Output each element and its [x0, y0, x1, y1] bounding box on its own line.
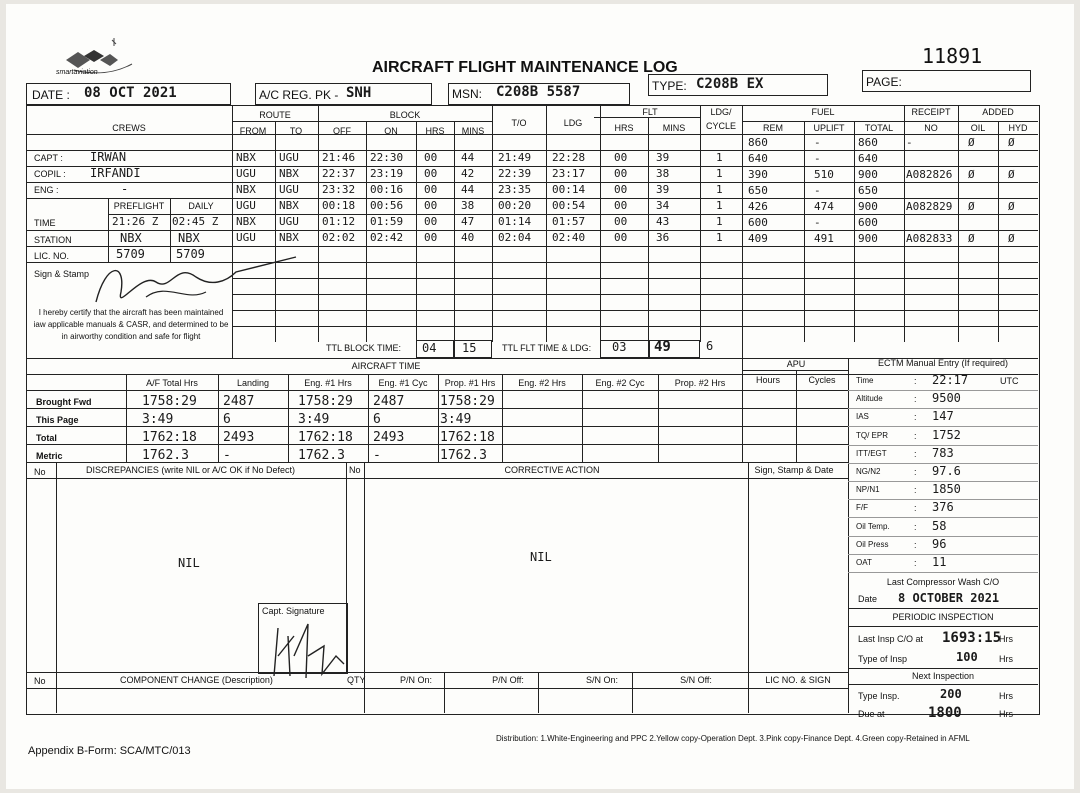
fuel-cell-total: 860: [858, 136, 878, 149]
fuel-cell-uplift: 510: [814, 168, 834, 181]
flight-cell-ldg: 22:28: [552, 151, 586, 164]
flight-cell-on: 00:56: [370, 199, 404, 212]
ectm-title: ECTM Manual Entry (If required): [877, 358, 1009, 368]
flight-cell-hrs: 00: [424, 151, 438, 164]
reg-value: SNH: [346, 85, 372, 101]
corrective-action-value: NIL: [530, 550, 552, 564]
flight-cell-to: NBX: [279, 199, 299, 212]
copil-value: IRFANDI: [90, 166, 141, 180]
flight-cell-flt_hrs: 00: [614, 231, 628, 244]
fuel-cell-receipt: A082829: [906, 200, 953, 213]
aircraft-time-col-header: Eng. #2 Cyc: [595, 378, 645, 388]
header-receipt-no: NO: [924, 123, 938, 133]
date-value: 08 OCT 2021: [84, 85, 177, 101]
flight-cell-flt_mins: 34: [656, 199, 670, 212]
header-off: OFF: [333, 126, 351, 136]
ectm-label: NP/N1: [856, 485, 880, 495]
time-label: TIME: [34, 218, 56, 228]
flight-cell-flt_mins: 39: [656, 183, 670, 196]
ectm-value: 376: [932, 500, 954, 515]
flight-cell-t_o: 21:49: [498, 151, 532, 164]
fuel-cell-rem: 650: [748, 184, 768, 197]
aircraft-time-col-header: A/F Total Hrs: [146, 378, 198, 388]
aircraft-time-title: AIRCRAFT TIME: [351, 361, 421, 371]
ectm-value: 22:17: [932, 373, 969, 387]
fuel-cell-receipt: A082826: [906, 168, 953, 181]
ectm-value: 11: [932, 555, 947, 569]
aircraft-time-col-header: Prop. #1 Hrs: [444, 378, 496, 388]
reg-label: A/C REG. PK -: [259, 88, 339, 102]
aircraft-time-cell: 6: [223, 412, 231, 427]
ttl-ldg: 6: [706, 339, 714, 353]
ttl-flt-label: TTL FLT TIME & LDG:: [502, 343, 592, 353]
ttl-flt-hrs: 03: [612, 340, 627, 354]
flight-cell-cycle: 1: [716, 151, 723, 164]
fuel-cell-rem: 860: [748, 136, 768, 149]
flight-cell-from: UGU: [236, 231, 256, 244]
flight-cell-to: UGU: [279, 151, 299, 164]
ectm-label: IAS: [856, 412, 869, 422]
time-daily: 02:45 Z: [172, 215, 219, 228]
flight-cell-ldg: 00:54: [552, 199, 586, 212]
fuel-cell-oil: Ø: [968, 136, 975, 149]
copil-label: COPIL :: [34, 169, 66, 179]
flight-cell-mins: 40: [461, 231, 475, 244]
next-type-value: 200: [940, 687, 962, 701]
flight-cell-flt_mins: 43: [656, 215, 670, 228]
aircraft-time-row-label: Metric: [36, 451, 63, 461]
fuel-cell-rem: 640: [748, 152, 768, 165]
fuel-cell-hyd: Ø: [1008, 168, 1015, 181]
flight-cell-hrs: 00: [424, 167, 438, 180]
ectm-colon: :: [914, 430, 917, 441]
station-label: STATION: [34, 235, 72, 245]
header-ldg-cycle: LDG/: [710, 107, 732, 117]
flight-cell-from: UGU: [236, 199, 256, 212]
header-block: BLOCK: [389, 110, 421, 120]
header-hrs: HRS: [425, 126, 445, 136]
aircraft-time-cell: 1762:18: [440, 430, 495, 445]
ectm-label: Oil Temp.: [856, 521, 890, 531]
header-uplift: UPLIFT: [813, 123, 845, 133]
flight-cell-t_o: 22:39: [498, 167, 532, 180]
header-flt: FLT: [642, 107, 658, 117]
aircraft-time-cell: 1762.3: [142, 448, 189, 463]
fuel-cell-total: 900: [858, 232, 878, 245]
header-takeoff: T/O: [511, 118, 527, 128]
lic-preflight: 5709: [116, 247, 145, 261]
aircraft-time-cell: 3:49: [440, 412, 472, 427]
flight-cell-from: NBX: [236, 151, 256, 164]
fuel-cell-uplift: -: [814, 184, 821, 197]
due-at-label: Due at: [858, 709, 885, 719]
aircraft-time-cell: 1762.3: [298, 448, 345, 463]
msn-value: C208B 5587: [496, 84, 581, 100]
header-route: ROUTE: [259, 110, 291, 120]
capt-signature-icon: [264, 616, 354, 691]
type-insp-unit: Hrs: [999, 654, 1013, 664]
aircraft-time-col-header: Eng. #1 Cyc: [378, 378, 428, 388]
aircraft-time-col-header: Prop. #2 Hrs: [674, 378, 726, 388]
aircraft-time-row-label: Total: [36, 433, 57, 443]
aircraft-time-cell: 2487: [373, 394, 405, 409]
ectm-value: 9500: [932, 391, 961, 406]
aircraft-time-cell: 1762.3: [440, 448, 487, 463]
logo-text: smartaviation: [56, 69, 98, 76]
aircraft-time-cell: 1758:29: [440, 394, 495, 409]
flight-cell-on: 23:19: [370, 167, 404, 180]
flight-cell-ldg: 02:40: [552, 231, 586, 244]
corrective-action-title: CORRECTIVE ACTION: [504, 465, 600, 475]
ectm-colon: :: [914, 394, 917, 405]
header-flt-mins: MINS: [662, 123, 686, 133]
flight-cell-flt_mins: 38: [656, 167, 670, 180]
due-at-unit: Hrs: [999, 709, 1013, 719]
type-insp-value: 100: [956, 650, 978, 664]
compressor-date-label: Date: [858, 594, 878, 604]
log-sheet: [6, 4, 1074, 789]
type-insp-label: Type of Insp: [858, 654, 908, 664]
ectm-label: Altitude: [856, 394, 883, 404]
flight-cell-off: 00:18: [322, 199, 356, 212]
flight-cell-to: UGU: [279, 183, 299, 196]
distribution-note: Distribution: 1.White-Engineering and PPC 2.Yellow copy-Operation Dept. 3.Pink copy-Finance Dept. 4.Green copy-Retained in AFML: [496, 734, 970, 743]
sn-on-label: S/N On:: [585, 675, 619, 685]
aircraft-time-cell: 1762:18: [298, 430, 353, 445]
last-insp-unit: Hrs: [999, 634, 1013, 644]
msn-label: MSN:: [452, 87, 482, 101]
aircraft-time-row-label: Brought Fwd: [36, 397, 92, 407]
header-ldg: LDG: [563, 118, 583, 128]
ectm-value: 58: [932, 518, 947, 533]
header-hyd: HYD: [1008, 123, 1028, 133]
flight-cell-t_o: 01:14: [498, 215, 532, 228]
ectm-colon: :: [914, 412, 917, 423]
ectm-colon: :: [914, 376, 917, 386]
certify-text: I hereby certify that the aircraft has been maintained iaw applicable manuals & CASR, and determined to be in airworthy condition and safe for flight: [33, 308, 229, 341]
flight-cell-from: NBX: [236, 215, 256, 228]
ectm-colon: :: [914, 448, 917, 459]
flight-cell-to: NBX: [279, 167, 299, 180]
fuel-cell-uplift: 491: [814, 232, 834, 245]
flight-cell-from: UGU: [236, 167, 256, 180]
header-added: ADDED: [982, 107, 1014, 117]
discrepancies-title: DISCREPANCIES (write NIL or A/C OK if No Defect): [86, 465, 296, 475]
aircraft-time-cell: 6: [373, 412, 381, 427]
header-total: TOTAL: [864, 123, 894, 133]
component-change-title: COMPONENT CHANGE (Description): [120, 675, 273, 685]
date-label: DATE :: [32, 88, 70, 102]
ectm-value: 96: [932, 536, 947, 551]
sn-off-label: S/N Off:: [680, 675, 712, 685]
type-value: C208B EX: [696, 76, 764, 92]
discrepancy-value: NIL: [178, 556, 200, 570]
fuel-cell-uplift: -: [814, 136, 821, 149]
flight-cell-ldg: 01:57: [552, 215, 586, 228]
flight-cell-off: 21:46: [322, 151, 356, 164]
ectm-colon: :: [914, 539, 917, 550]
flight-cell-cycle: 1: [716, 215, 723, 228]
last-insp-label: Last Insp C/O at: [858, 634, 924, 644]
ectm-unit: UTC: [1000, 376, 1019, 386]
ttl-block-hrs: 04: [422, 341, 437, 355]
ectm-colon: :: [914, 521, 917, 532]
fuel-cell-uplift: -: [814, 216, 821, 229]
page-label: PAGE:: [866, 75, 902, 89]
daily-label: DAILY: [188, 201, 214, 211]
ttl-block-label: TTL BLOCK TIME:: [326, 343, 402, 353]
main-grid: [26, 105, 1040, 715]
aircraft-time-row-label: This Page: [36, 415, 79, 425]
fuel-cell-total: 640: [858, 152, 878, 165]
apu-title: APU: [786, 359, 806, 369]
header-ldg-cycle2: CYCLE: [705, 121, 737, 131]
flight-cell-to: UGU: [279, 215, 299, 228]
corrective-no-label: No: [349, 465, 361, 475]
fuel-cell-total: 900: [858, 200, 878, 213]
flight-cell-mins: 44: [461, 151, 475, 164]
due-at-value: 1800: [928, 705, 962, 721]
aircraft-time-cell: -: [223, 448, 231, 463]
flight-cell-off: 01:12: [322, 215, 356, 228]
aircraft-time-cell: 1758:29: [298, 394, 353, 409]
flight-cell-hrs: 00: [424, 199, 438, 212]
page-title: AIRCRAFT FLIGHT MAINTENANCE LOG: [372, 59, 678, 76]
qty-label: QTY: [347, 675, 366, 685]
flight-cell-mins: 47: [461, 215, 475, 228]
ectm-label: Time: [856, 376, 874, 385]
eng-value: -: [121, 182, 129, 196]
form-reference: Appendix B-Form: SCA/MTC/013: [28, 745, 191, 757]
aircraft-time-col-header: Landing: [236, 378, 270, 388]
flight-cell-on: 00:16: [370, 183, 404, 196]
time-preflight: 21:26 Z: [112, 215, 159, 228]
fuel-cell-hyd: Ø: [1008, 200, 1015, 213]
capt-signature-label: Capt. Signature: [262, 606, 325, 616]
flight-cell-flt_mins: 39: [656, 151, 670, 164]
header-oil: OIL: [970, 123, 986, 133]
aircraft-time-cell: -: [373, 448, 381, 463]
flight-cell-cycle: 1: [716, 183, 723, 196]
header-fuel: FUEL: [811, 107, 835, 117]
capt-label: CAPT :: [34, 153, 63, 163]
flight-cell-flt_mins: 36: [656, 231, 670, 244]
form-number: 11891: [922, 44, 983, 68]
fuel-cell-uplift: -: [814, 152, 821, 165]
aircraft-time-col-header: Eng. #2 Hrs: [518, 378, 566, 388]
flight-cell-cycle: 1: [716, 167, 723, 180]
flight-cell-flt_hrs: 00: [614, 215, 628, 228]
flight-cell-hrs: 00: [424, 183, 438, 196]
fuel-cell-rem: 409: [748, 232, 768, 245]
fuel-cell-receipt: A082833: [906, 232, 953, 245]
fuel-cell-oil: Ø: [968, 168, 975, 181]
flight-cell-flt_hrs: 00: [614, 151, 628, 164]
fuel-cell-total: 900: [858, 168, 878, 181]
flight-cell-flt_hrs: 00: [614, 167, 628, 180]
sign-stamp-label: Sign & Stamp: [34, 269, 90, 279]
aircraft-time-cell: 2487: [223, 394, 255, 409]
ectm-label: Oil Press: [856, 539, 889, 549]
aircraft-time-cell: 3:49: [298, 412, 330, 427]
apu-cycles-label: Cycles: [808, 375, 836, 385]
ttl-flt-mins: 49: [654, 339, 671, 355]
ectm-colon: :: [914, 503, 917, 514]
ectm-value: 1752: [932, 427, 961, 442]
preflight-label: PREFLIGHT: [113, 201, 165, 211]
capt-value: IRWAN: [90, 150, 127, 164]
flight-cell-ldg: 23:17: [552, 167, 586, 180]
pn-on-label: P/N On:: [399, 675, 433, 685]
ectm-value: 147: [932, 409, 954, 424]
compressor-date: 8 OCTOBER 2021: [898, 591, 1000, 605]
fuel-cell-oil: Ø: [968, 200, 975, 213]
periodic-inspection-title: PERIODIC INSPECTION: [892, 612, 994, 622]
ectm-value: 1850: [932, 482, 961, 497]
flight-cell-flt_hrs: 00: [614, 183, 628, 196]
eng-label: ENG :: [34, 185, 59, 195]
ectm-label: F/F: [856, 503, 868, 513]
fuel-cell-total: 650: [858, 184, 878, 197]
lic-sign-label: LIC NO. & SIGN: [765, 675, 831, 685]
flight-cell-off: 02:02: [322, 231, 356, 244]
fuel-cell-rem: 600: [748, 216, 768, 229]
flight-cell-on: 02:42: [370, 231, 404, 244]
flight-cell-cycle: 1: [716, 199, 723, 212]
ectm-label: OAT: [856, 558, 872, 567]
ectm-colon: :: [914, 558, 917, 568]
ectm-label: NG/N2: [856, 467, 881, 476]
fuel-cell-rem: 390: [748, 168, 768, 181]
ectm-value: 97.6: [932, 464, 961, 478]
next-type-label: Type Insp.: [858, 691, 900, 701]
flight-cell-hrs: 00: [424, 231, 438, 244]
header-from: FROM: [239, 126, 267, 136]
flight-cell-t_o: 00:20: [498, 199, 532, 212]
flight-cell-to: NBX: [279, 231, 299, 244]
next-inspection-title: Next Inspection: [911, 671, 975, 681]
flight-cell-on: 22:30: [370, 151, 404, 164]
flight-cell-mins: 42: [461, 167, 475, 180]
ectm-label: ITT/EGT: [856, 448, 887, 458]
lic-daily: 5709: [176, 247, 205, 261]
fuel-cell-receipt: -: [906, 136, 913, 149]
pn-off-label: P/N Off:: [492, 675, 524, 685]
flight-cell-mins: 44: [461, 183, 475, 196]
fuel-cell-oil: Ø: [968, 232, 975, 245]
aircraft-time-cell: 1758:29: [142, 394, 197, 409]
ectm-label: TQ/ EPR: [856, 430, 889, 440]
header-to: TO: [289, 126, 303, 136]
fuel-cell-total: 600: [858, 216, 878, 229]
fuel-cell-uplift: 474: [814, 200, 834, 213]
component-no-label: No: [34, 676, 46, 686]
next-type-unit: Hrs: [999, 691, 1013, 701]
flight-cell-mins: 38: [461, 199, 475, 212]
aircraft-time-cell: 2493: [373, 430, 405, 445]
flight-cell-t_o: 23:35: [498, 183, 532, 196]
header-receipt: RECEIPT: [911, 107, 951, 117]
ectm-colon: :: [914, 485, 917, 496]
apu-hours-label: Hours: [755, 375, 781, 385]
flight-cell-off: 23:32: [322, 183, 356, 196]
type-label: TYPE:: [652, 79, 687, 93]
flight-cell-ldg: 00:14: [552, 183, 586, 196]
station-preflight: NBX: [120, 231, 142, 245]
aircraft-time-cell: 1762:18: [142, 430, 197, 445]
flight-cell-off: 22:37: [322, 167, 356, 180]
flight-cell-flt_hrs: 00: [614, 199, 628, 212]
lic-label: LIC. NO.: [34, 251, 70, 261]
header-flt-hrs: HRS: [614, 123, 634, 133]
flight-cell-cycle: 1: [716, 231, 723, 244]
flight-cell-on: 01:59: [370, 215, 404, 228]
header-mins: MINS: [461, 126, 485, 136]
station-daily: NBX: [178, 231, 200, 245]
aircraft-time-cell: 2493: [223, 430, 255, 445]
header-crews: CREWS: [112, 123, 146, 133]
fuel-cell-hyd: Ø: [1008, 136, 1015, 149]
ectm-value: 783: [932, 445, 954, 460]
flight-cell-hrs: 00: [424, 215, 438, 228]
ttl-block-mins: 15: [462, 341, 477, 355]
flight-cell-from: NBX: [236, 183, 256, 196]
discrepancy-no-label: No: [34, 467, 46, 477]
sign-stamp-date-label: Sign, Stamp & Date: [754, 465, 834, 475]
ectm-colon: :: [914, 467, 917, 477]
header-rem: REM: [763, 123, 783, 133]
aircraft-time-cell: 3:49: [142, 412, 174, 427]
fuel-cell-rem: 426: [748, 200, 768, 213]
last-insp-value: 1693:15: [942, 630, 1002, 646]
header-on: ON: [384, 126, 398, 136]
fuel-cell-hyd: Ø: [1008, 232, 1015, 245]
flight-cell-t_o: 02:04: [498, 231, 532, 244]
compressor-wash-title: Last Compressor Wash C/O: [886, 577, 1000, 587]
aircraft-time-col-header: Eng. #1 Hrs: [304, 378, 352, 388]
